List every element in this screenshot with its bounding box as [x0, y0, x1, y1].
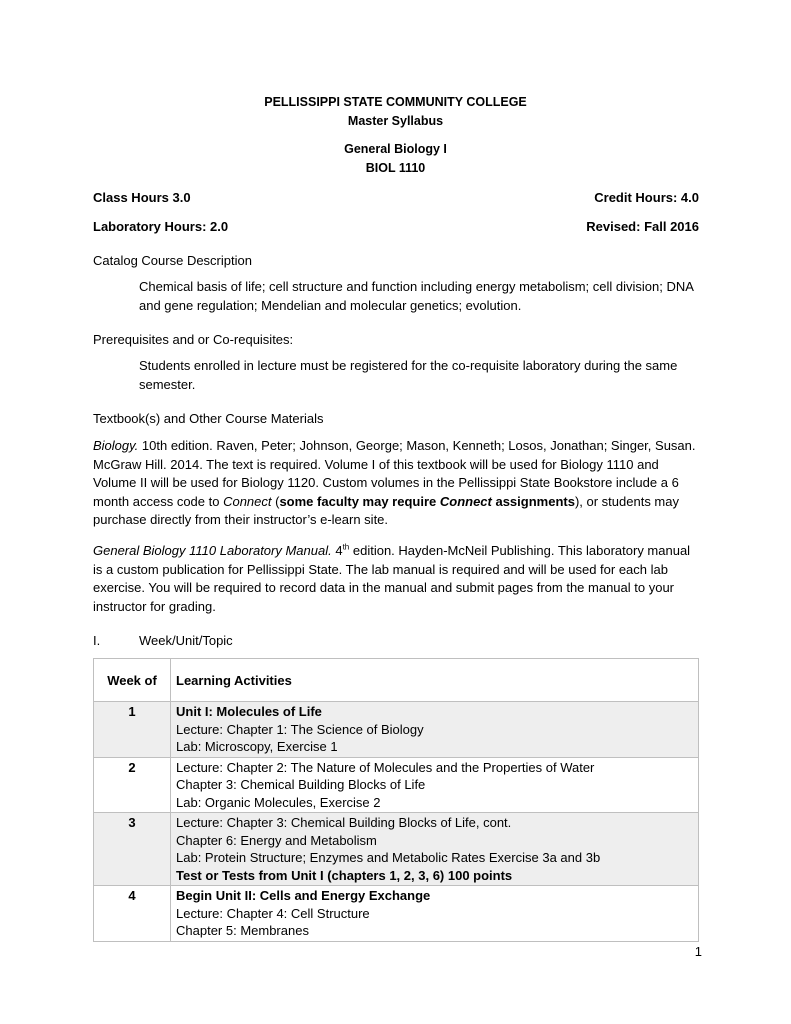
activities-cell	[171, 702, 699, 758]
revised-date: Revised: Fall 2016	[586, 219, 699, 234]
prerequisites-text	[139, 357, 699, 394]
activity-line: Chapter 5: Membranes	[176, 923, 309, 938]
activities-cell	[171, 886, 699, 942]
connect-text: Connect	[439, 493, 492, 509]
book-text: purchase directly from their instructor’s e-learn site.	[93, 512, 389, 528]
book-text: 4	[331, 543, 343, 558]
book-text: month access code to	[93, 493, 224, 509]
catalog-line: Chemical basis of life; cell structure and function including energy metabolism; cell division; DNA	[139, 279, 694, 294]
credit-hours: Credit Hours: 4.0	[594, 190, 699, 205]
faculty-note: assignments	[491, 493, 575, 509]
book-text: 10th edition. Raven, Peter; Johnson, George; Mason, Kenneth; Losos, Jonathan; Singer, Susan.	[138, 438, 696, 453]
activity-line: Lecture: Chapter 4: Cell Structure	[176, 905, 370, 921]
schedule-table	[93, 658, 699, 942]
lab-manual-title: General Biology 1110 Laboratory Manual.	[93, 543, 332, 558]
table-row	[94, 757, 699, 813]
week-cell	[94, 813, 171, 886]
book-text: edition. Hayden-McNeil Publishing. This laboratory manual	[349, 543, 691, 558]
table-header-row	[94, 659, 699, 702]
activity-line: Chapter 3: Chemical Building Blocks of Life	[176, 777, 426, 792]
catalog-line: and gene regulation; Mendelian and molecular genetics; evolution.	[139, 297, 522, 313]
book-text: is a custom publication for Pellissippi State. The lab manual is required and will be used for each lab	[93, 561, 668, 577]
activity-line: Lab: Protein Structure; Enzymes and Metabolic Rates Exercise 3a and 3b	[176, 850, 601, 865]
catalog-description	[139, 278, 699, 315]
laboratory-hours: Laboratory Hours: 2.0	[93, 219, 229, 234]
column-header-week: Week of	[94, 659, 171, 702]
course-code: BIOL 1110	[365, 161, 426, 175]
activity-line: Lab: Organic Molecules, Exercise 2	[176, 794, 381, 810]
week-cell	[94, 757, 171, 813]
activities-cell	[171, 813, 699, 886]
activity-line: Lecture: Chapter 1: The Science of Biology	[176, 721, 424, 737]
book-text: ), or students may	[574, 493, 679, 509]
activity-line: Chapter 6: Energy and Metabolism	[176, 832, 377, 848]
course-title: General Biology I	[344, 142, 447, 156]
activity-line: Lecture: Chapter 3: Chemical Building Blocks of Life, cont.	[176, 815, 512, 830]
textbooks-heading: Textbook(s) and Other Course Materials	[93, 411, 324, 426]
class-hours: Class Hours 3.0	[93, 190, 191, 205]
week-number: 1	[128, 704, 136, 719]
institution-name: PELLISSIPPI STATE COMMUNITY COLLEGE	[264, 95, 527, 109]
table-row	[94, 813, 699, 886]
unit-title: Begin Unit II: Cells and Energy Exchange	[176, 888, 431, 903]
catalog-heading: Catalog Course Description	[93, 253, 252, 268]
prereq-line: Students enrolled in lecture must be registered for the co-requisite laboratory during the same	[139, 358, 678, 373]
document-type: Master Syllabus	[347, 114, 444, 128]
activities-cell	[171, 757, 699, 813]
connect-text: Connect	[223, 493, 272, 509]
book-title: Biology.	[93, 438, 139, 453]
unit-title: Unit I: Molecules of Life	[176, 704, 322, 719]
faculty-note: some faculty may require	[279, 493, 440, 509]
week-cell	[94, 702, 171, 758]
prereq-line: semester.	[139, 376, 196, 392]
table-row	[94, 702, 699, 758]
book-text: instructor for grading.	[93, 598, 216, 614]
book-text: exercise. You will be required to record data in the manual and submit pages from the manual to your	[93, 580, 675, 596]
week-number: 2	[128, 759, 136, 775]
test-line: Test or Tests from Unit I (chapters 1, 2, 3, 6) 100 points	[176, 867, 513, 883]
section-numeral: I.	[93, 633, 101, 648]
activity-line: Lecture: Chapter 2: The Nature of Molecules and the Properties of Water	[176, 759, 595, 775]
activity-line: Lab: Microscopy, Exercise 1	[176, 739, 338, 754]
section-title: Week/Unit/Topic	[139, 633, 233, 648]
textbook-biology	[93, 437, 703, 530]
page-number: 1	[694, 944, 702, 959]
textbook-lab-manual	[93, 542, 703, 616]
column-header-activities: Learning Activities	[171, 659, 699, 702]
book-text: McGraw Hill. 2014. The text is required. Volume I of this textbook will be used for Biology 1110 and	[93, 456, 659, 472]
edition-superscript: th	[342, 542, 350, 552]
book-text: (	[271, 493, 280, 509]
week-number: 3	[128, 815, 136, 830]
book-text: Volume II will be used for Biology 1120. Custom volumes in the Pellissippi State Bookstore include a 6	[93, 475, 679, 491]
prerequisites-heading: Prerequisites and or Co-requisites:	[93, 332, 294, 347]
week-number: 4	[128, 888, 136, 903]
table-row	[94, 886, 699, 942]
week-cell	[94, 886, 171, 942]
